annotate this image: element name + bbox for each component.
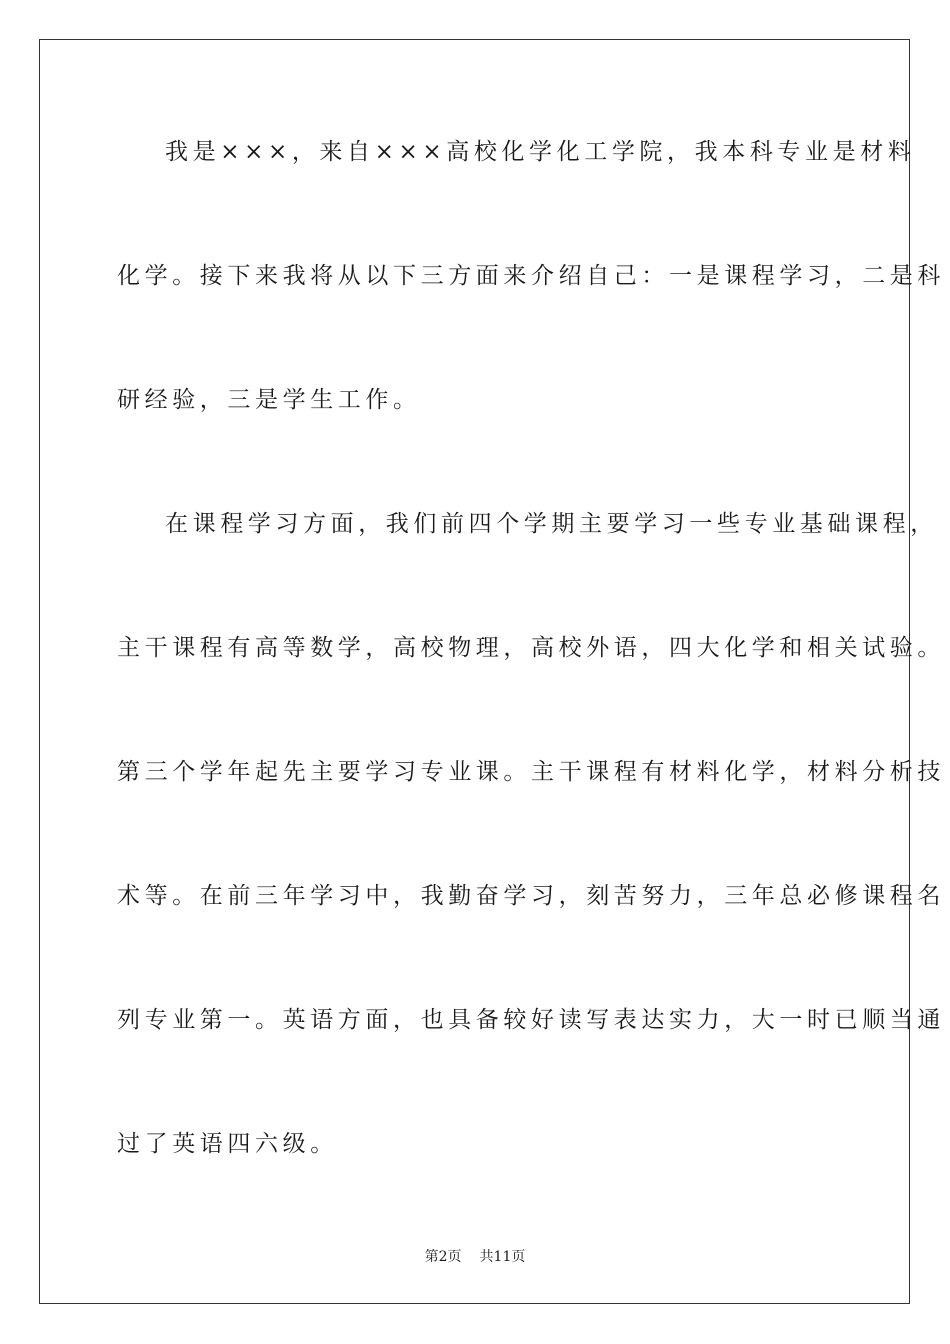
paragraph-1-line-2: 化学。接下来我将从以下三方面来介绍自己：一是课程学习，二是科	[117, 263, 945, 289]
paragraph-2-line-6: 过了英语四六级。	[117, 1131, 338, 1157]
paragraph-2-line-3: 第三个学年起先主要学习专业课。主干课程有材料化学，材料分析技	[117, 759, 945, 785]
paragraph-2-line-5: 列专业第一。英语方面，也具备较好读写表达实力，大一时已顺当通	[117, 1007, 945, 1033]
paragraph-1-line-1: 我是×××，来自×××高校化学化工学院，我本科专业是材料	[165, 139, 916, 165]
paragraph-2-line-1: 在课程学习方面，我们前四个学期主要学习一些专业基础课程，	[165, 511, 938, 537]
page-number: 第2页	[424, 1249, 462, 1265]
page-footer	[0, 1248, 950, 1266]
page-border	[39, 39, 910, 1304]
paragraph-2-line-4: 术等。在前三年学习中，我勤奋学习，刻苦努力，三年总必修课程名	[117, 883, 945, 909]
page-total: 共11页	[479, 1249, 526, 1265]
paragraph-2-line-2: 主干课程有高等数学，高校物理，高校外语，四大化学和相关试验。	[117, 635, 945, 661]
paragraph-1-line-3: 研经验，三是学生工作。	[117, 387, 421, 413]
